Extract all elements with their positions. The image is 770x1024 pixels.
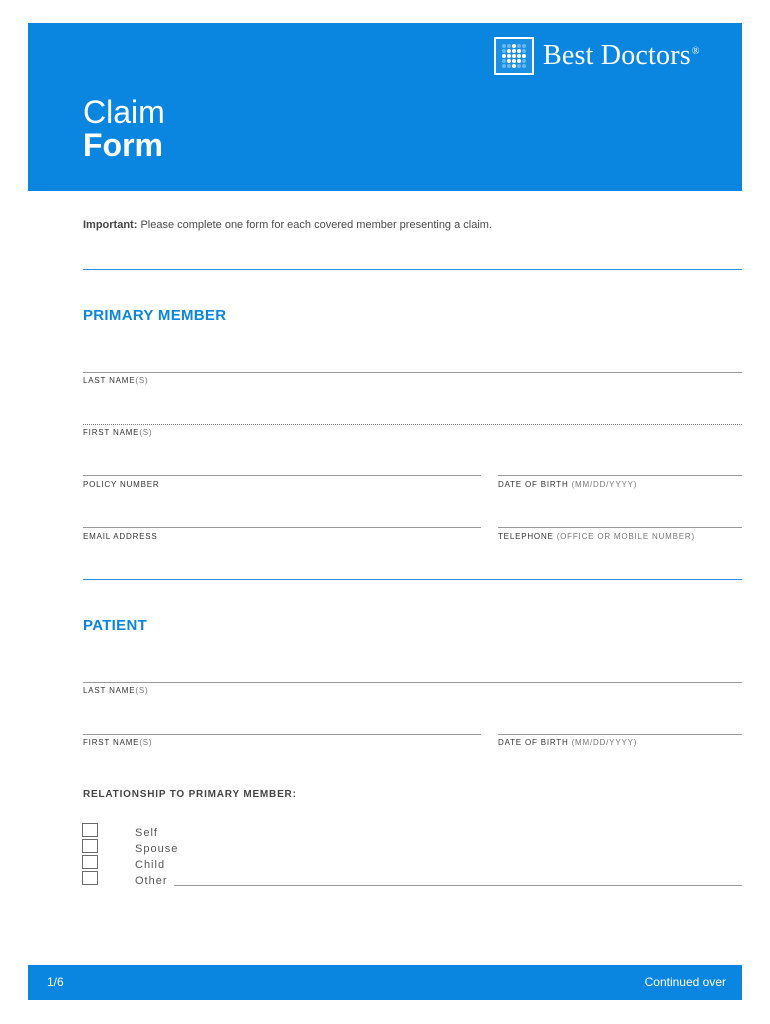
other-option-label: Other [135, 875, 168, 887]
telephone-field[interactable] [498, 527, 742, 528]
patient-first-name-label: FIRST NAME(S) [83, 738, 153, 747]
self-checkbox[interactable] [82, 823, 98, 837]
primary-last-name-field[interactable] [83, 372, 742, 373]
medical-cross-icon [494, 37, 534, 75]
email-field[interactable] [83, 527, 481, 528]
telephone-label: TELEPHONE (OFFICE OR MOBILE NUMBER) [498, 532, 695, 541]
continued-over-text: Continued over [644, 975, 726, 989]
other-checkbox[interactable] [82, 871, 98, 885]
primary-first-name-field[interactable] [83, 424, 742, 425]
brand-name: Best Doctors® [543, 40, 700, 71]
patient-first-name-field[interactable] [83, 734, 481, 735]
policy-number-field[interactable] [83, 475, 481, 476]
primary-dob-field[interactable] [498, 475, 742, 476]
relationship-heading: RELATIONSHIP TO PRIMARY MEMBER: [83, 789, 297, 800]
patient-dob-label: DATE OF BIRTH (MM/DD/YYYY) [498, 738, 638, 747]
form-title-line1: Claim [83, 94, 165, 130]
other-specify-field[interactable] [174, 885, 742, 886]
footer-bar [28, 965, 742, 1000]
patient-last-name-label: LAST NAME(S) [83, 686, 149, 695]
self-option-label: Self [135, 827, 158, 839]
email-label: EMAIL ADDRESS [83, 532, 158, 541]
header-banner [28, 23, 742, 191]
patient-heading: PATIENT [83, 617, 148, 634]
spouse-option-label: Spouse [135, 843, 179, 855]
important-note: Important: Please complete one form for each covered member presenting a claim. [83, 219, 493, 231]
child-checkbox[interactable] [82, 855, 98, 869]
brand-logo [494, 37, 700, 75]
spouse-checkbox[interactable] [82, 839, 98, 853]
section-divider [83, 579, 742, 580]
child-option-label: Child [135, 859, 166, 871]
primary-first-name-label: FIRST NAME(S) [83, 428, 153, 437]
form-title-line2: Form [83, 127, 163, 163]
policy-number-label: POLICY NUMBER [83, 480, 160, 489]
patient-last-name-field[interactable] [83, 682, 742, 683]
patient-dob-field[interactable] [498, 734, 742, 735]
primary-last-name-label: LAST NAME(S) [83, 376, 149, 385]
page-number: 1/6 [47, 975, 64, 989]
primary-member-heading: PRIMARY MEMBER [83, 307, 227, 324]
section-divider [83, 269, 742, 270]
primary-dob-label: DATE OF BIRTH (MM/DD/YYYY) [498, 480, 638, 489]
